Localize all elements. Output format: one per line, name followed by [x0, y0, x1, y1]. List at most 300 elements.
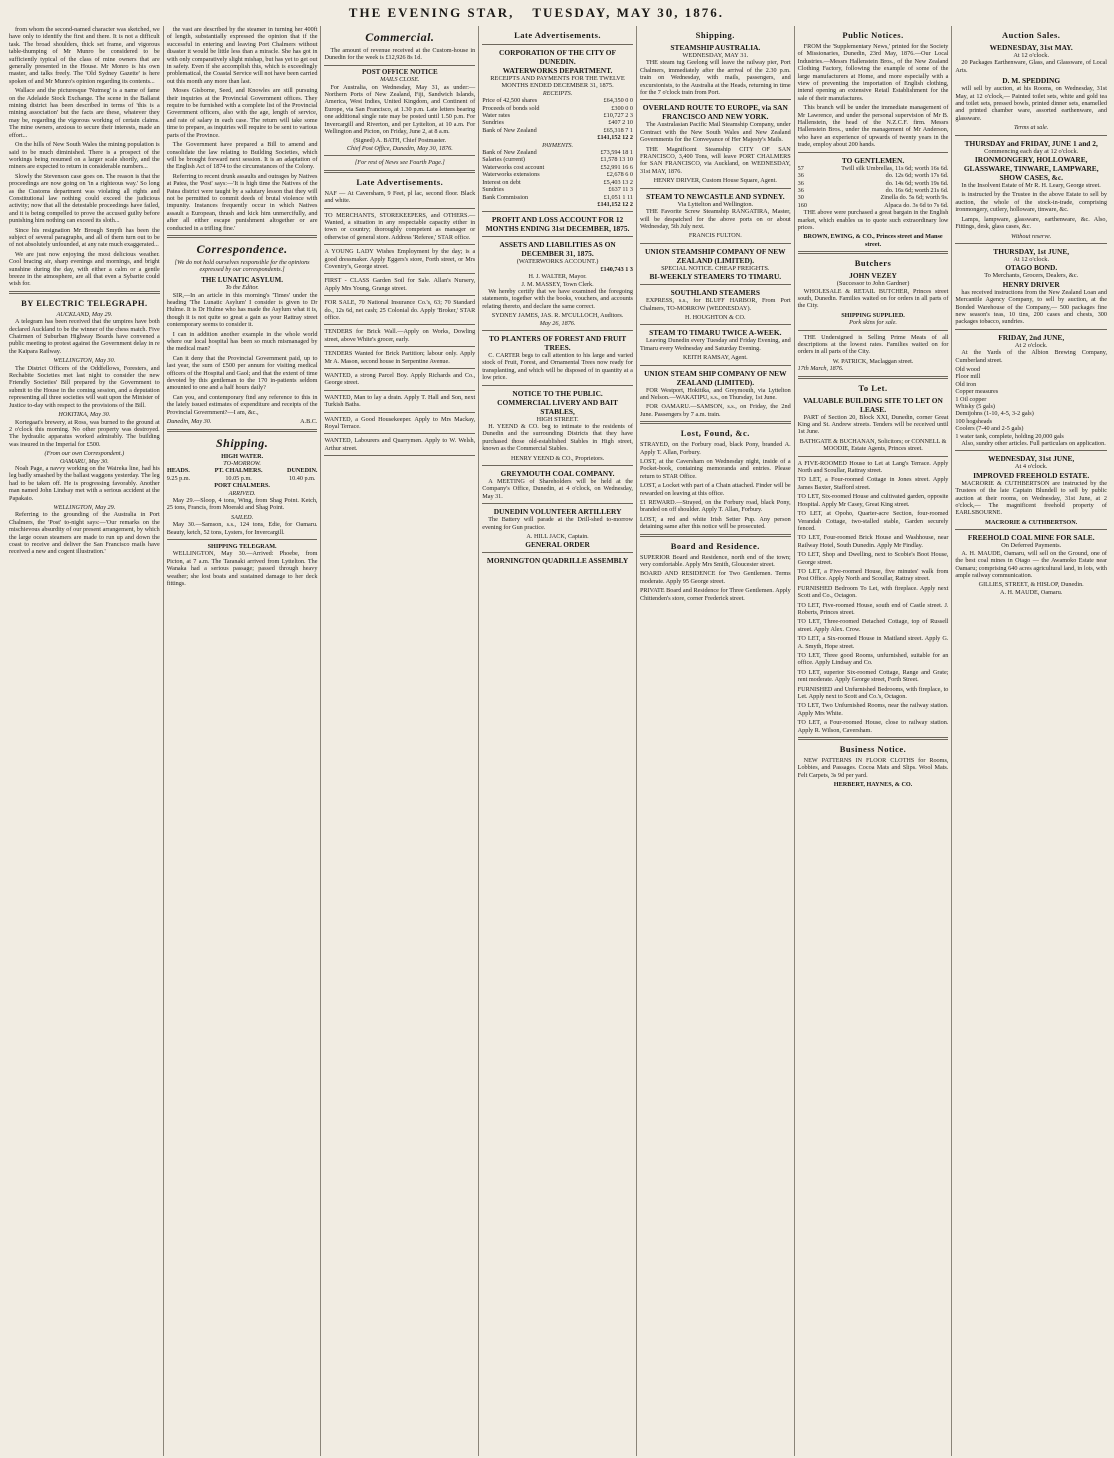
- divider: [482, 552, 633, 553]
- paragraph: WHOLESALE & RETAIL BUTCHER, Princes street south, Dunedin. Families waited on for orders in all parts of the City.: [797, 287, 949, 310]
- paragraph: Slowly the Stevenson case goes on. The reason is that the proceedings are now going on 'in a righteous way.' So long as the Customs department was violating all rights and Constitutional law nothing could exceed the judicious activity; now that all the detestable proceedings have failed, and it is being compelled to prove the accused guilty before punishing him nothing can exceed its sloth...: [9, 172, 160, 225]
- lost-item: LOST, at the Caversham on Wednesday night, inside of a Pocket-book, containing memoranda and entries. Please return to STAR Office.: [639, 458, 791, 480]
- column-1: [6, 26, 164, 1456]
- divider: [955, 450, 1107, 451]
- auction-time: At 12 o'clock.: [1013, 52, 1050, 59]
- paragraph: Also, sundry other articles. Full particulars on application.: [961, 440, 1106, 448]
- letter-sign-row: [167, 418, 318, 425]
- divider: [640, 421, 791, 424]
- divider: [324, 273, 475, 274]
- divider: [798, 152, 949, 153]
- receipts-table: [482, 97, 633, 134]
- divider: [324, 433, 475, 434]
- auction-date: FRIDAY, 2nd JUNE,: [998, 332, 1065, 342]
- umbrella-qty: 57: [797, 164, 804, 172]
- to-let-heading: To Let.: [858, 382, 888, 393]
- paragraph: THE above were purchased a great bargain in the English market, which enables us to quote such extraordinary low prices.: [797, 209, 949, 231]
- to-let-item: TO LET, a Five-roomed House, five minutes' walk from Post Office. Apply North and Scoullar, Rattray street.: [797, 567, 949, 583]
- late-ad-item: TENDERS for Brick Wall.—Apply on Works, Dowling street, above White's grocer, early.: [324, 328, 476, 343]
- lost-item: LOST, a Locket with part of a Chain attached. Finder will be rewarded on leaving at this office.: [639, 482, 791, 497]
- clerk-sign: J. M. MASSEY, Town Clerk.: [521, 280, 594, 288]
- table-row: [482, 127, 633, 134]
- gentlemen-heading: TO GENTLEMEN.: [841, 155, 905, 165]
- paragraph: THE Favorite Screw Steamship RANGATIRA, Master, will be despatched for the above ports on or about Wednesday, 5th July next.: [639, 208, 791, 230]
- paragraph: Referring to recent drunk assaults and outrages by Natives at Patea, the 'Post' says:—'It is high time the Natives of the Patea district were taught by a salutary lesson that they will not be permitted to commit deeds of brutal violence with impunity. Instances frequently occur in which Natives assault a European, thrash and kick him unmercifully, and after all either escape punishment altogether or are conducted in a trifling fine.': [166, 172, 318, 232]
- board-list: [640, 554, 791, 602]
- coal-heading: GREYMOUTH COAL COMPANY.: [500, 469, 615, 479]
- table-row: [482, 164, 633, 171]
- row-amount: £64,350 0 0: [603, 97, 633, 105]
- board-heading: Board and Residence.: [670, 540, 760, 551]
- to-let-item: TO LET, a Four-roomed Cottage in Jones street. Apply James Baxter, Stafford street.: [797, 476, 949, 491]
- row-amount: £1,051 1 11: [603, 193, 633, 201]
- divider: [798, 456, 949, 457]
- to-let-item: TO LET, Five-roomed House, south end of Castle street. J. Roberts, Princes street.: [797, 601, 949, 616]
- agent-sign: HENRY DRIVER, Custom House Square, Agent.: [653, 177, 777, 185]
- paragraph: I can in addition another example in the whole world where our local hospital has been so much mismanaged by the medical man?: [166, 330, 318, 353]
- row-item: Proceeds of bonds sold: [482, 104, 540, 112]
- auctioneer-name: HENRY DRIVER: [1002, 279, 1060, 289]
- paragraph: A. H. MAUDE, Oamaru, will sell on the Ground, one of the best coal mines in Otago — the Awamoko Estate near Oamaru; comprising 640 acres agricultural land, in lots, with ample railway communication.: [955, 549, 1107, 579]
- row-amount: £5,403 13 2: [603, 178, 633, 186]
- paragraph: PART of Section 20, Block XXI, Dunedin, corner Great King and St. Andrew streets. Tenders will be received until 1st June.: [797, 413, 949, 436]
- to-let-item: TO LET, superior Six-roomed Cottage, Range and Grate; rent moderate. Apply George street, Forth Street.: [797, 668, 949, 684]
- divider: [798, 330, 949, 331]
- correspondent-note: (From our own Correspondent.): [44, 450, 125, 458]
- auction-time: At 4 o'clock.: [1014, 463, 1048, 471]
- paragraph: THE steam tug Geelong will leave the railway pier, Port Chalmers, immediately after the arrival of the 2.30 p.m. train on Wednesday, with mails, passengers, and excursionists, to the Australia at the Heads, returning in time for the 7 o'clock train from Port.: [639, 59, 791, 97]
- umbrella-row: [798, 202, 949, 209]
- row-item: Sundries: [482, 119, 504, 127]
- table-row: [482, 171, 633, 178]
- butchers-heading: Butchers: [854, 258, 892, 269]
- union2-heading: UNION STEAM SHIP COMPANY OF NEW ZEALAND (LIMITED).: [644, 368, 787, 387]
- umbrella-qty: 36: [797, 186, 804, 194]
- dateline: HOKITIKA, May 30.: [58, 411, 111, 419]
- maude-sign: A. H. MAUDE, Oamaru.: [1000, 588, 1063, 596]
- receipts-total: £141,152 12 2: [597, 134, 633, 142]
- audit-date: May 26, 1876.: [539, 319, 576, 327]
- paragraph: has received instructions from the New Zealand Loan and Mercantile Agency Company, to sell by auction, at the Bonded Warehouse of the Company,— 500 packages fine new season's teas, 10 tins, 200 cases and chests, 300 packages tobacco, sundries.: [955, 288, 1107, 326]
- brewing-item: Whisky (5 gals): [955, 403, 995, 410]
- planters-heading: TO PLANTERS OF FOREST AND FRUIT TREES.: [488, 333, 627, 352]
- paragraph: from whom the second-named character was sketched, we have only to identify the first and there. It is not a difficult task. The broad shoulders, thick set frame, and vigorous table-thumping of Mr Munro be considered to be sufficiently typical of the class of mine owners that are generally presented in the House. Mr Monro is his own master, and talks freely. The 'Old Sydney Gazette' is here spoken of and Mr Munro's opinion regarding its contents...: [9, 26, 160, 85]
- shipping-telegram-heading: SHIPPING TELEGRAM.: [207, 542, 277, 550]
- mails-close-label: MAILS CLOSE.: [380, 76, 420, 84]
- butcher-name: JOHN VEZEY: [849, 271, 897, 281]
- divider: [324, 208, 475, 209]
- post-office-heading: POST OFFICE NOTICE: [361, 67, 438, 76]
- auction-time: At 2 o'clock.: [1014, 341, 1048, 349]
- gillies-sign: GILLIES, STREET, & HISLOP, Dunedin.: [978, 581, 1084, 589]
- column-4: [479, 26, 637, 1456]
- divider: [640, 99, 791, 100]
- paragraph: The Battery will parade at the Drill-shed to-morrow evening for Gun practice.: [482, 516, 633, 531]
- to-let-item: FURNISHED and Unfurnished Bedrooms, with fireplace, to Let. Apply next to Scott and Co.'s, Octagon.: [797, 685, 949, 701]
- freehold-heading: IMPROVED FREEHOLD ESTATE.: [973, 470, 1090, 480]
- arrived-label: ARRIVED.: [228, 489, 256, 497]
- divider: [640, 284, 791, 285]
- paragraph: is instructed by the Trustee in the above Estate to sell by auction, the whole of the stock-in-trade, comprising ironmongery, cutlery, holloware, tinware, &c.: [955, 191, 1107, 214]
- tomorrow-label: TO-MORROW.: [223, 459, 261, 467]
- public-heading: Public Notices.: [842, 30, 904, 40]
- divider: [324, 170, 475, 173]
- building-sign: BATHGATE & BUCHANAN, Solicitors; or CONNELL & MOODIE, Estate Agents, Princes street.: [799, 437, 947, 453]
- row-amount: £637 11 3: [608, 186, 633, 194]
- assets-heading: ASSETS AND LIABILITIES AS ON DECEMBER 31, 1875.: [499, 240, 616, 259]
- paragraph: MACRORIE & CUTHBERTSON are instructed by the Trustees of the late Captain Blundell to sell by public auction at their rooms, on Wednesday, 31st June, at 2 o'clock,— The magnificent freehold property of EARLSBOURNE.: [955, 479, 1107, 517]
- divider: [640, 324, 791, 325]
- divider: [798, 376, 949, 379]
- auction-date: WEDNESDAY, 31st JUNE,: [988, 454, 1075, 464]
- row-amount: £300 0 0: [611, 104, 633, 112]
- butcher2-sign: W. PATRICK, Maclaggan street.: [832, 357, 914, 365]
- divider: [640, 243, 791, 244]
- row-item: Waterworks cost account: [482, 163, 545, 171]
- overland-heading: OVERLAND ROUTE TO EUROPE, via SAN FRANCISCO AND NEW YORK.: [642, 103, 788, 122]
- auctioneer-name: D. M. SPEDDING: [1002, 76, 1061, 86]
- divider: [167, 429, 318, 432]
- masthead-date: TUESDAY, MAY 30, 1876.: [532, 5, 724, 20]
- butcher-supplied: SHIPPING SUPPLIED.: [841, 311, 905, 319]
- paragraph: the vast are described by the steamer in turning her 400ft of length, substantially expressed the opinion that if the successful in entering and leaving Port Chalmers without disaster it would be little less than a miracle. She has got in with only comparatively slight mishap, but has yet to get out in safety. Even if she accomplish this, which is exceedingly problematical, the Coastal Service will not have been carried out this month any more than last.: [166, 26, 318, 85]
- divider: [324, 244, 475, 245]
- steamship-heading: STEAMSHIP AUSTRALIA.: [670, 43, 761, 52]
- divider: [167, 539, 318, 540]
- paragraph: THE Magnificent Steamship CITY OF SAN FRANCISCO, 3,400 Tons, will leave PORT CHALMERS for SAN FRANCISCO, via Auckland, on WEDNESDAY, 31st MAY, 1876.: [639, 145, 791, 175]
- receipts-total-row: [482, 134, 633, 141]
- table-row: [482, 179, 633, 186]
- paragraph: The amount of revenue received at the Custom-house in Dunedin for the week is £12,926 8s 1d.: [324, 47, 476, 62]
- post-office-signoff: (Signed) A. BATH, Chief Postmaster.: [353, 137, 447, 145]
- paragraph: Noah Page, a navvy working on the Waireka line, had his leg badly smashed by the ballast waggons yesterday. The leg had to be taken off. He is progressing favorably. Another man named John Lindsay met with a serious accident at the Papakaio.: [9, 464, 160, 502]
- paragraph: A telegram has been received that the umpires have both declared Auckland to be the winner of the chess match. Five Chairmen of Suburban Highway Boards have convened a public meeting to protest against the Government delay in re the Kaipara Railway.: [9, 318, 160, 355]
- paragraph: WELLINGTON, May 30.—Arrived: Phoebe, from Picton, at 7 a.m. The Taranaki arrived from Lyttelton. The Wanaka had a serious passage; passed through heavy weather; she lost boats and sustained damage to her deck fittings.: [166, 550, 318, 587]
- macrorie-sign: MACRORIE & CUTHBERTSON.: [985, 518, 1078, 526]
- tide-port: PT. CHALMERS. 10.05 p.m.: [214, 467, 263, 482]
- assets-total-row: [482, 266, 633, 273]
- umbrella-list: [798, 165, 949, 209]
- deferred-sub: On Deferred Payments.: [1001, 542, 1062, 550]
- umbrella-desc: do. 16s 6d; worth 21s 6d.: [885, 186, 949, 194]
- divider: [324, 412, 475, 413]
- umbrella-desc: Twill silk Umbrellas, 11s 6d; worth 16s 6d.: [841, 164, 949, 172]
- divider: [640, 188, 791, 189]
- auction-date: THURSDAY and FRIDAY, JUNE 1 and 2,: [964, 138, 1098, 148]
- paragraph: A MEETING of Shareholders will be held at the Company's Office, Dunedin, at 4 o'clock, on Wednesday, May 31.: [482, 478, 633, 500]
- board-item: PRIVATE Board and Residence for Three Gentlemen. Apply Chittenden's store, corner Frederick street.: [639, 587, 791, 602]
- row-item: Bank Commission: [482, 193, 529, 201]
- without-reserve: Without reserve.: [1011, 232, 1052, 240]
- dateline: OAMARU, May 30.: [59, 457, 109, 465]
- to-let-item: A FIVE-ROOMED House to Let at Lang's Terrace. Apply North and Scoullar, Rattray street.: [797, 459, 949, 475]
- coal-mine-heading: FREEHOLD COAL MINE FOR SALE.: [967, 533, 1095, 543]
- divider: [482, 465, 633, 466]
- artillery-sign: A. HILL JACK, Captain.: [526, 533, 589, 541]
- news-note: [For rest of News see Fourth Page.]: [354, 159, 445, 167]
- divider: [324, 155, 475, 156]
- to-let-item: TO LET, Two Unfurnished Rooms, near the railway station. Apply Mrs White.: [797, 702, 949, 717]
- brewing-item: Old iron: [955, 380, 977, 388]
- editor-note: [We do not hold ourselves responsible for the opinions expressed by our correspondents.]: [174, 258, 310, 274]
- tide-dunedin: DUNEDIN. 10.40 p.m.: [287, 467, 318, 482]
- divider: [482, 44, 633, 45]
- to-let-item: TO LET, at Opoho, Quarter-acre Section, four-roomed Verandah Cottage, two-stalled stable, Garden securely fenced.: [797, 510, 949, 532]
- paragraph: Lamps, lampware, glassware, earthenware, &c. Also, Fittings, desk, glass cases, &c.: [955, 215, 1107, 231]
- late-ad-item: FIRST - CLASS Garden Soil for Sale. Allan's Nursery, Apply Mrs Young, Grange street.: [324, 277, 476, 292]
- divider: [640, 365, 791, 366]
- late-ads-list: [324, 190, 475, 457]
- agent-sign: KEITH RAMSAY, Agent.: [682, 354, 748, 362]
- newcastle-sub: Via Lyttelton and Wellington.: [677, 200, 754, 208]
- paragraph: Moses Gisborne, Seed, and Knowles are still pursuing their inquiries at the Provincial Government offices. They require to be furnished with a complete list of the Provincial Government officers, also with the age, length of service, and rate of salary in each case. The return will take some time to prepare, as inquiries will require to be sent to various parts of the Province.: [166, 87, 318, 139]
- divider: [640, 534, 791, 537]
- gentlemen-sign: BROWN, EWING, & CO., Princes street and Manse street.: [803, 233, 943, 248]
- to-let-item: TO LET, a Four-roomed House, close to railway station. Apply R. Wilson, Caversham.: [797, 719, 949, 734]
- general-order-heading: GENERAL ORDER: [525, 540, 590, 550]
- auction-time: Commencing each day at 12 o'clock.: [984, 147, 1079, 155]
- paragraph: Leaving Dunedin every Tuesday and Friday Evening, and Timaru every Wednesday and Saturday Evening.: [639, 337, 791, 352]
- brewing-item: Old wood: [955, 365, 980, 373]
- divider: [482, 236, 633, 237]
- payments-total: £141,152 12 2: [597, 200, 633, 208]
- livery-sub: HIGH STREET.: [536, 415, 579, 423]
- row-item: Bank of New Zealand: [482, 149, 537, 157]
- brewing-list: [955, 366, 1107, 440]
- divider: [324, 346, 475, 347]
- row-amount: £407 2 10: [608, 119, 633, 127]
- quadrille-heading: MORNINGTON QUADRILLE ASSEMBLY: [486, 556, 629, 566]
- masthead: [0, 0, 1114, 26]
- umbrella-row: [798, 194, 949, 201]
- row-amount: £2,678 6 0: [606, 171, 633, 179]
- table-row: [482, 112, 633, 119]
- to-let-item: TO LET, Three good Rooms, unfurnished, suitable for an office. Apply Lindsay and Co.: [797, 652, 949, 667]
- row-amount: £10,727 2 3: [603, 112, 633, 120]
- agent-sign: FRANCIS FULTON.: [688, 232, 742, 240]
- assets-total: £140,743 1 3: [600, 265, 633, 273]
- auction-heading: Auction Sales.: [1001, 30, 1061, 40]
- umbrella-desc: do. 14s 6d; worth 19s 6d.: [885, 179, 949, 187]
- newcastle-heading: STEAM TO NEWCASTLE AND SYDNEY.: [646, 191, 785, 201]
- auditors-sign: SYDNEY JAMES, JAS. R. M'CULLOCH, Auditors.: [491, 312, 624, 320]
- row-amount: £1,578 13 10: [600, 156, 633, 164]
- lost-item: STRAYED, on the Forbury road, black Pony, branded A. Apply T. Allan, Forbury.: [639, 441, 791, 456]
- shipping-ads-heading: Shipping.: [695, 30, 735, 40]
- divider: [798, 251, 949, 254]
- business-heading: Business Notice.: [839, 744, 907, 755]
- brewing-item: Copper measures: [955, 388, 999, 396]
- umbrella-row: [798, 180, 949, 187]
- lost-heading: Lost, Found, &c.: [680, 428, 750, 439]
- umbrella-desc: Zinella do. 5s 6d; worth 9s.: [880, 194, 949, 202]
- late-ad-item: WANTED, Labourers and Quarrymen. Apply to W. Welsh, Arthur street.: [324, 437, 476, 452]
- late-ad-item: WANTED, a Good Housekeeper. Apply to Mrs Mackay, Royal Terrace.: [324, 415, 476, 431]
- to-let-item: TO LET, Three-roomed Detached Cottage, top of Russell street. Apply Alex. Crow.: [797, 618, 949, 633]
- business-sign: HERBERT, HAYNES, & CO.: [833, 781, 913, 789]
- column-5: [637, 26, 795, 1456]
- divider: [324, 295, 475, 296]
- letter-title: THE LUNATIC ASYLUM.: [201, 275, 283, 284]
- divider: [324, 65, 475, 66]
- board-item: BOARD AND RESIDENCE for Two Gentlemen. Terms moderate. Apply 95 George street.: [639, 570, 791, 585]
- umbrella-qty: 36: [797, 179, 804, 187]
- row-item: Interest on debt: [482, 178, 521, 186]
- paragraph: SIR,—In an article in this morning's 'Times' under the heading 'The Lunatic Asylum' I consider is given to Dr Hulme. It is Dr Hulme who has made the Asylum what it is, though it is not quite so great a gain as your Rattray street contemporary seems to consider it.: [166, 291, 318, 329]
- ironmongery-heading: IRONMONGERY, HOLLOWARE, GLASSWARE, TINWARE, LAMPWARE, SHOW CASES, &c.: [963, 155, 1099, 183]
- paragraph: The Australasian Pacific Mail Steamship Company, under Contract with the New South Wales and New Zealand Governments for the Conveyance of Her Majesty's Mails.: [639, 121, 791, 144]
- late-ad-item: TO MERCHANTS, STOREKEEPERS, and OTHERS.—Wanted, a situation in any respectable capacity either in town or country; thoroughly competent as manager or otherwise of general store. Address 'Referee,' STAR office.: [324, 211, 476, 241]
- paragraph: The District Officers of the Oddfellows, Foresters, and Rechabite Societies met last night to consider the new Friendly Societies' Bill prepared by the Government to submit to the House in the coming session, and a deputation representing all three societies will wait upon the Minister of Justice to-day with respect to the provisions of the Bill.: [9, 364, 160, 409]
- dateline: WELLINGTON, May 30.: [53, 357, 116, 365]
- masthead-title: THE EVENING STAR,: [348, 5, 515, 20]
- post-office-place: Chief Post Office, Dunedin, May 30, 1876.: [346, 144, 453, 152]
- brewing-item: Coolers (7-40 and 2-5 gals): [955, 425, 1024, 433]
- table-row: [482, 156, 633, 163]
- table-row: [482, 194, 633, 201]
- payments-total-row: [482, 201, 633, 208]
- to-let-item: TO LET, Four-roomed Brick House and Washhouse, near Railway Hotel, South Dunedin. Apply Mr Findlay.: [797, 534, 949, 549]
- union-heading: UNION STEAMSHIP COMPANY OF NEW ZEALAND (LIMITED).: [645, 246, 786, 265]
- row-amount: £73,594 18 1: [600, 149, 633, 157]
- paragraph: EXPRESS, s.s., for BLUFF HARBOR, From Port Chalmers, TO-MORROW (WEDNESDAY).: [639, 297, 791, 312]
- steamship-date: WEDNESDAY, MAY 31.: [682, 52, 749, 59]
- column-7: [952, 26, 1110, 1456]
- building-heading: VALUABLE BUILDING SITE TO LET ON LEASE.: [803, 395, 943, 414]
- dateline: AUCKLAND, May 29.: [56, 310, 113, 318]
- livery-sign: HENRY YEEND & CO., Proprietors.: [510, 454, 605, 462]
- butcher-park: Pork skins for sale.: [849, 319, 897, 327]
- column-3: [321, 26, 479, 1456]
- late-ad-item: WANTED, Man to lay a drain. Apply T. Hall and Son, next Turkish Baths.: [324, 393, 476, 409]
- corporation-heading: CORPORATION OF THE CITY OF DUNEDIN.: [499, 48, 617, 66]
- paragraph: This branch will be under the immediate management of Mr Lawrence, and under the personal supervision of Mr B. Hallenstein, the head of the N.Z.C.F. firm. Messrs Hallenstein Bros., under the management of Mr Anderson, who have an experience of upwards of twenty years in the trade, employ about 200 hands.: [797, 104, 949, 149]
- table-row: [482, 97, 633, 104]
- paragraph: FOR Westport, Hokitika, and Greymouth, via Lyttelton and Nelson.—WAKATIPU, s.s., on Thursday, 1st June.: [639, 386, 791, 401]
- divider: [9, 291, 160, 294]
- umbrella-desc: Alpaca do. 3s 6d to 7s 6d.: [884, 201, 949, 209]
- lost-item: LOST, a red and white Irish Setter Pup. Any person detaining same after this notice will be prosecuted.: [639, 515, 791, 531]
- divider: [324, 324, 475, 325]
- umbrella-row: [798, 165, 949, 172]
- paragraph: THE Undersigned is Selling Prime Meats of all descriptions at the lowest rates. Families waited on for orders in all parts of the City.: [797, 333, 949, 356]
- late-ad-item: TENDERS Wanted for Brick Partition; labour only. Apply Mr A. Mason, second house in Serpentine Avenue.: [324, 350, 476, 365]
- lost-list: [640, 441, 791, 530]
- row-item: Water rates: [482, 112, 511, 120]
- divider: [798, 737, 949, 740]
- to-let-item: FURNISHED Bedroom To Let, with fireplace. Apply next Scott and Co., Octagon.: [797, 584, 949, 600]
- paragraph: Kortegaat's brewery, at Ross, was burned to the ground at 2 o'clock this morning. No other property was destroyed. The hydraulic apparatus worked admirably. The building was insured in the Imperial for £500.: [9, 418, 160, 448]
- umbrella-row: [798, 187, 949, 194]
- auction-date: WEDNESDAY, 31st MAY.: [989, 43, 1073, 52]
- umbrella-qty: 160: [797, 201, 807, 209]
- divider: [482, 385, 633, 386]
- letter-signature: A.B.C.: [300, 418, 318, 426]
- row-item: Price of 42,500 shares: [482, 97, 538, 105]
- paragraph: Wallace and the picturesque 'Nutmeg' is a name of fame on the Adelaide Stock Exchange. The scene in the Ballarat mining district has been described in terms of 'this is a mining association' but the facts are these, whatever they may be, regarding the vigorous working of certain claims. The mine owners, anxious to secure their interests, made an effort...: [9, 87, 160, 139]
- divider: [324, 390, 475, 391]
- table-row: [482, 105, 633, 112]
- paragraph: Referring to the grounding of the Australia in Port Chalmers, the 'Post' to-night says:—'Our remarks on the mischievous absurdity of our present arrangement, by which the large ocean steamers are made to run up and down the coast to receive and deliver the San Francisco mails have received a new and cogent illustration.': [9, 511, 160, 556]
- row-item: Waterworks extensions: [482, 171, 540, 179]
- sailed-label: SAILED.: [231, 513, 254, 521]
- row-item: Bank of New Zealand: [482, 126, 537, 134]
- merchants-sub: To Merchants, Grocers, Dealers, &c.: [984, 272, 1079, 280]
- divider: [955, 529, 1107, 530]
- southland-heading: SOUTHLAND STEAMERS: [670, 288, 760, 298]
- tides-row: [167, 467, 318, 482]
- paragraph: C. CARTER begs to call attention to his large and varied stock of Fruit, Forest, and Ornamental Trees now ready for transplanting, and which will be disposed of in quantity at a low price.: [482, 351, 633, 382]
- letter-to: To the Editor.: [225, 284, 259, 292]
- brewing-item: 1 Oil copper: [955, 395, 987, 403]
- brewing-item: Floor mill: [955, 373, 981, 381]
- receipts-label: RECEIPTS.: [542, 89, 573, 97]
- row-item: Salaries (current): [482, 156, 525, 164]
- late-ads-heading-2: Late Advertisements.: [514, 30, 602, 40]
- table-row: [482, 186, 633, 193]
- to-let-list: [798, 460, 949, 734]
- divider: [482, 503, 633, 504]
- paragraph: We are just now enjoying the most delicious weather. Cool bracing air, sharp evenings and mornings, and bright sunshine during the day, with either a calm or a gentle breeze in the atmosphere, are all that even a Sybarite could wish for.: [9, 250, 160, 288]
- divider: [482, 330, 633, 331]
- column-2: [164, 26, 322, 1456]
- to-let-item: TO LET, Shop and Dwelling, next to Scobie's Boot House, George street.: [797, 551, 949, 566]
- lost-item: £1 REWARD.—Strayed, on the Forbury road, black Pony, branded on off shoulder. Apply T. Allan, Forbury.: [639, 499, 791, 514]
- payments-table: [482, 149, 633, 201]
- port-heading: PORT CHALMERS.: [214, 482, 270, 490]
- to-let-item: TO LET, a Six-roomed House in Maitland street. Apply G. A. Smyth, Hope street.: [797, 635, 949, 650]
- divider: [167, 235, 318, 238]
- divider: [955, 135, 1107, 136]
- receipts-heading: RECEIPTS AND PAYMENTS FOR THE TWELVE MONTHS ENDED DECEMBER 31, 1875.: [490, 75, 625, 90]
- paragraph: FROM the 'Supplementary News,' printed for the Society of Missionaries, Dunedin, 23rd May, 1876.—Our Local Industries.—Messrs Hallenstein Bros., of the New Zealand Clothing Factory, following the example of some of the large manufacturers at Home, and more especially with a view of preventing the importation of English clothing, intend opening an extensive Retail Establishment for the sale of their manufactures.: [797, 43, 949, 102]
- umbrella-qty: 30: [797, 194, 804, 202]
- table-row: [482, 119, 633, 126]
- auction-time: At 12 o'clock.: [1013, 255, 1050, 263]
- letter-place: Dunedin, May 30.: [166, 418, 212, 426]
- paragraph: H. YEEND & CO. beg to intimate to the residents of Dunedin and the surrounding Districts that they have purchased those old-established Stables in High street, known as the Commercial Stables.: [482, 423, 633, 453]
- paragraph: Can you, and contemporary find any reference to this in the lately issued estimates of expenditure and receipts of the Provincial Government?—I am, &c.,: [166, 393, 318, 416]
- payments-label: PAYMENTS.: [542, 141, 574, 149]
- divider: [324, 455, 475, 456]
- paragraph: Since his resignation Mr Brough Smyth has been the subject of several paragraphs, and all of them turn out to be of not absolutely unfounded, at any rate much exaggerated...: [9, 226, 160, 249]
- divider: [324, 368, 475, 369]
- assets-sub: (WATERWORKS ACCOUNT.): [516, 258, 599, 266]
- paragraph: May 30.—Samson, s.s., 124 tons, Edie, for Oamaru. Beauty, ketch, 52 tons, Lysters, for Invercargill.: [166, 521, 318, 536]
- paragraph: NEW PATTERNS IN FLOOR CLOTHS for Rooms, Lobbies, and Passages. Cocoa Mats and Slips. Wool Mats. Felt Carpets, 3s 9d per yard.: [797, 757, 949, 779]
- union-sub: SPECIAL NOTICE. CHEAP FREIGHTS.: [661, 264, 770, 272]
- paragraph: We hereby certify that we have examined the foregoing statements, together with the books, vouchers, and accounts relating thereto, and declare the same correct.: [482, 287, 633, 310]
- divider: [955, 243, 1107, 244]
- late-ad-item: A YOUNG LADY Wishes Employment by the day; is a good dressmaker. Apply Eggers's store, Forth street, or Mrs Coventry's, George street.: [324, 248, 476, 270]
- late-ad-item: FOR SALE, 70 National Insurance Co.'s, 63; 70 Standard do., 12s 6d, net cash; 25 Colonial do. Apply 'Broker,' STAR office.: [324, 299, 476, 321]
- paragraph: On the hills of New South Wales the mining population is said to be much diminished. There is a prospect of the workings being resumed on a larger scale shortly, and the miners are expected to return in considerable numbers...: [9, 141, 160, 171]
- board-item: SUPERIOR Board and Residence, north end of the town; very comfortable. Apply Mrs Smith, Gloucester street.: [639, 553, 791, 569]
- waterworks-heading: WATERWORKS DEPARTMENT.: [502, 66, 613, 75]
- mayor-sign: H. J. WALTER, Mayor.: [528, 273, 587, 281]
- butcher2-date: 17th March, 1876.: [797, 365, 844, 373]
- paragraph: At the Yards of the Albion Brewing Company, Cumberland street.: [955, 349, 1107, 364]
- paragraph: The Government have prepared a Bill to amend and consolidate the law relating to Building Societies, which will be brought forward next session. It is an adaptation of the English Act of 1874 to the circumstances of the Colony.: [166, 141, 318, 171]
- timaru-heading: STEAM TO TIMARU TWICE A-WEEK.: [649, 328, 782, 338]
- brewing-item: Demijohns (1-10, 4-5, 3-2 gals): [955, 410, 1034, 418]
- umbrella-row: [798, 172, 949, 179]
- umbrella-qty: 36: [797, 172, 804, 180]
- paragraph: In the Insolvent Estate of Mr R. H. Leary, George street.: [961, 182, 1101, 190]
- paragraph: For Australia, on Wednesday, May 31, as under:— Northern Ports of New Zealand, Fiji, Sandwich Islands, America, West Indies, United Kingdom, and Continent of Europe, via San Francisco, at 1.30 p.m. Late letters bearing one additional single rate may be posted until 1.50 p.m. For Invercargill and Riverton, and per Lyttelton, at 10 a.m. For Wellington and Picton, on Friday, June 2, at 8 a.m.: [324, 83, 476, 136]
- agent-sign: H. HOUGHTON & CO.: [685, 313, 746, 321]
- paragraph: FOR OAMARU.—SAMSON, s.s., on Friday, the 2nd June. Passengers by 7 a.m. train.: [639, 403, 791, 418]
